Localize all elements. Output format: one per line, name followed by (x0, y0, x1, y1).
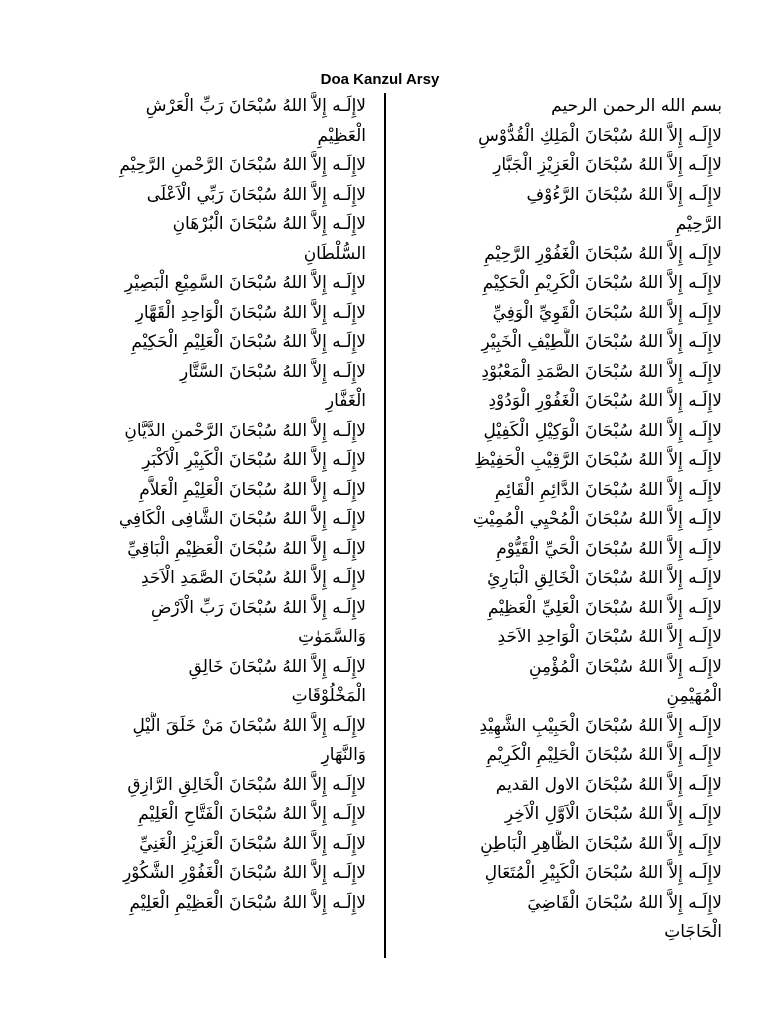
text-line: لاإِلَـه إِلاَّ اللهُ سُبْحَانَ الْعَزِيْزِ الْغَنِيِّ (139, 833, 366, 854)
text-line: لاإِلَـه إِلاَّ اللهُ سُبْحَانَ الْعَلِيْمِ الْحَكِيْمِ (131, 332, 366, 352)
text-line: الْمُهَيْمِنِ (666, 686, 722, 706)
text-line: لاإِلَـه إِلاَّ اللهُ سُبْحَانَ السَّتَّارِ (180, 361, 366, 382)
document-title: Doa Kanzul Arsy (320, 71, 440, 88)
text-line: لاإِلَـه إِلاَّ اللهُ سُبْحَانَ رَبِّ الْاَرْضِ (150, 597, 366, 618)
text-line: لاإِلَـه إِلاَّ اللهُ سُبْحَانَ الرَّحْمنِ الرَّحِيْمِ (119, 155, 366, 175)
text-line: لاإِلَـه إِلاَّ اللهُ سُبْحَانَ الْاَوَّلِ الْاَخِرِ (504, 804, 722, 824)
text-line: لاإِلَـه إِلاَّ اللهُ سُبْحَانَ الْقَوِيِّ الْوَفِيِّ (492, 302, 722, 323)
text-line: السُّلْطَانِ (303, 243, 366, 264)
text-line: لاإِلَـه إِلاَّ اللهُ سُبْحَانَ الرَّقِيْبِ الْحَفِيْظِ (474, 450, 722, 470)
text-line: لاإِلَـه إِلاَّ اللهُ سُبْحَانَ مَنْ خَلَقَ الَّيْلِ (132, 715, 366, 736)
text-line: لاإِلَـه إِلاَّ اللهُ سُبْحَانَ رَبِّ الْعَرْشِ (145, 96, 366, 116)
text-line: الْعَظِيْمِ (317, 125, 366, 146)
text-line: لاإِلَـه إِلاَّ اللهُ سُبْحَانَ الرَّءُوْفِ (526, 184, 722, 205)
text-line: لاإِلَـه إِلاَّ اللهُ سُبْحَانَ الْبُرْهَانِ (172, 214, 366, 234)
text-line: لاإِلَـه إِلاَّ اللهُ سُبْحَانَ الْعَلِيْمِ الْعَلاَّمِ (139, 479, 366, 500)
text-line: لاإِلَـه إِلاَّ اللهُ سُبْحَانَ الاول القديم (495, 774, 722, 795)
text-line: لاإِلَـه إِلاَّ اللهُ سُبْحَانَ الْوَاحِدِ الاَحَدِ (497, 627, 722, 647)
text-line: لاإِلَـه إِلاَّ اللهُ سُبْحَانَ الْعَظِيْمِ الْبَاقِيِّ (127, 538, 366, 559)
text-line: لاإِلَـه إِلاَّ اللهُ سُبْحَانَ الْقَاضِيَ (527, 892, 722, 913)
text-line: الرَّحِيْمِ (675, 214, 722, 234)
text-line: لاإِلَـه إِلاَّ اللهُ سُبْحَانَ الْغَفُوْرِ الرَّحِيْمِ (484, 243, 722, 264)
text-line: لاإِلَـه إِلاَّ اللهُ سُبْحَانَ الْفَتَّاحِ الْعَلِيْمِ (138, 804, 366, 824)
column-divider (384, 93, 386, 958)
text-line: لاإِلَـه إِلاَّ اللهُ سُبْحَانَ الْعَلِيِّ الْعَظِيْمِ (487, 597, 722, 618)
text-line: لاإِلَـه إِلاَّ اللهُ سُبْحَانَ الْخَالِقِ الْبَارِئِ (487, 568, 722, 588)
text-line: لاإِلَـه إِلاَّ اللهُ سُبْحَانَ الْعَظِيْمِ الْعَلِيْمِ (129, 892, 366, 913)
text-line: لاإِلَـه إِلاَّ اللهُ سُبْحَانَ الْمَلِكِ الْقُدُّوْسِ (478, 125, 722, 146)
text-line: لاإِلَـه إِلاَّ اللهُ سُبْحَانَ الْكَبِيْرِ الْمُتَعَالِ (484, 863, 722, 883)
text-line: وَالنَّهَارِ (321, 745, 366, 765)
text-line: الْحَاجَاتِ (664, 922, 722, 942)
text-line: لاإِلَـه إِلاَّ اللهُ سُبْحَانَ الْحَيِّ الْقَيُّوْمِ (496, 538, 722, 559)
text-line: لاإِلَـه إِلاَّ اللهُ سُبْحَانَ الْغَفُوْرِ الشَّكُوْرِ (123, 863, 366, 883)
text-line: لاإِلَـه إِلاَّ اللهُ سُبْحَانَ السَّمِيْعِ الْبَصِيْرِ (124, 273, 366, 293)
left-column (78, 92, 366, 918)
text-line: الْمَخْلُوْقَاتِ (291, 686, 366, 706)
text-line: بسم الله الرحمن الرحيم (551, 96, 722, 116)
text-line: لاإِلَـه إِلاَّ اللهُ سُبْحَانَ الظَّاهِرِ الْبَاطِنِ (480, 833, 722, 854)
text-line: لاإِلَـه إِلاَّ اللهُ سُبْحَانَ الشَّافِى الْكَافِي (118, 509, 366, 529)
text-line: لاإِلَـه إِلاَّ اللهُ سُبْحَانَ الْحَبِيْبِ الشَّهِيْدِ (479, 715, 722, 736)
text-line: لاإِلَـه إِلاَّ اللهُ سُبْحَانَ الْخَالِقِ الرَّازِقِ (127, 774, 366, 795)
text-line: لاإِلَـه إِلاَّ اللهُ سُبْحَانَ رَبِّي الْاَعْلَى (146, 184, 366, 205)
text-line: لاإِلَـه إِلاَّ اللهُ سُبْحَانَ الرَّحْمنِ الدَّيَّانِ (124, 420, 366, 441)
text-line: لاإِلَـه إِلاَّ اللهُ سُبْحَانَ الصَّمَدِ الْاَحَدِ (140, 568, 366, 588)
text-line: لاإِلَـه إِلاَّ اللهُ سُبْحَانَ الْمُؤْمِنِ (529, 656, 722, 677)
text-line: لاإِلَـه إِلاَّ اللهُ سُبْحَانَ الْكَرِيْمِ الْحَكِيْمِ (482, 273, 722, 293)
text-line: لاإِلَـه إِلاَّ اللهُ سُبْحَانَ الْعَزِيْزِ الْجَبَّارِ (493, 155, 722, 175)
right-column (400, 92, 722, 948)
text-line: لاإِلَـه إِلاَّ اللهُ سُبْحَانَ الْغَفُوْرِ الْوَدُوْدِ (488, 391, 722, 411)
text-line: لاإِلَـه إِلاَّ اللهُ سُبْحَانَ الدَّائِمِ الْقَائِمِ (494, 479, 722, 500)
text-line: وَالسَّمَوٰتِ (298, 627, 366, 647)
text-line: لاإِلَـه إِلاَّ اللهُ سُبْحَانَ الْوَكِيْلِ الْكَفِيْلِ (483, 420, 722, 441)
text-line: الْغَفَّارِ (325, 391, 366, 411)
text-line: لاإِلَـه إِلاَّ اللهُ سُبْحَانَ الصَّمَدِ الْمَعْبُوْدِ (481, 361, 722, 382)
text-line: لاإِلَـه إِلاَّ اللهُ سُبْحَانَ خَالِقِ (188, 656, 366, 677)
text-line: لاإِلَـه إِلاَّ اللهُ سُبْحَانَ الْكَبِيْرِ الْاَكْبَرِ (142, 450, 366, 470)
text-line: لاإِلَـه إِلاَّ اللهُ سُبْحَانَ الْوَاحِدِ الْقَهَّارِ (135, 302, 366, 323)
text-line: لاإِلَـه إِلاَّ اللهُ سُبْحَانَ اللَّطِيْفِ الْخَبِيْرِ (481, 332, 722, 352)
text-line: لاإِلَـه إِلاَّ اللهُ سُبْحَانَ الْحَلِيْمِ الْكَرِيْمِ (486, 745, 722, 765)
text-line: لاإِلَـه إِلاَّ اللهُ سُبْحَانَ الْمُحْيِي الْمُمِيْتِ (472, 509, 722, 529)
